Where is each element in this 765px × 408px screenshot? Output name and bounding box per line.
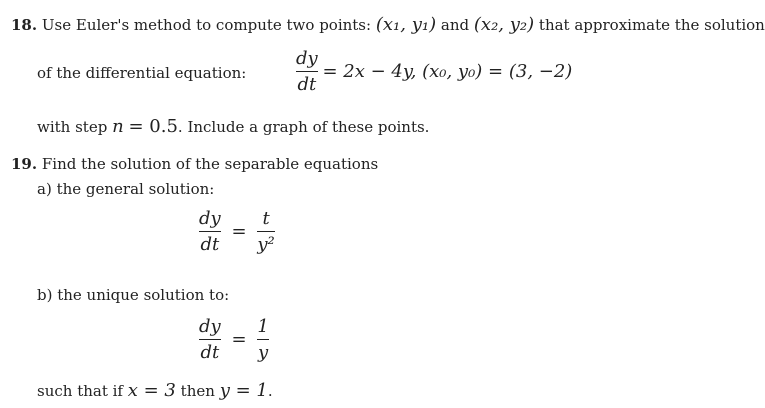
q18-point1: (x₁, y₁) xyxy=(375,14,437,35)
q18-step-line xyxy=(37,116,429,137)
q19a-rhs-denominator: y² xyxy=(257,234,275,255)
fraction-bar xyxy=(199,339,221,340)
q19-number: 19. xyxy=(11,155,38,173)
q19a-rhs-numerator: t xyxy=(262,208,270,229)
q19b-rhs-denominator: y xyxy=(258,342,269,363)
q19a-lhs-fraction xyxy=(199,208,221,255)
q18-line1 xyxy=(11,14,765,35)
q19-part-b-label: b) the unique solution to: xyxy=(37,286,230,304)
q19-condition-x: x = 3 xyxy=(127,380,176,401)
q18-step-value: = 0.5 xyxy=(128,116,178,137)
q18-step-tail: . Include a graph of these points. xyxy=(177,118,430,136)
q19-part-b-equation xyxy=(199,316,269,363)
q18-de-label: of the differential equation: xyxy=(37,64,247,82)
equals-sign: = xyxy=(231,221,247,242)
q19-title-line xyxy=(11,155,378,173)
q18-point2: (x₂, y₂) xyxy=(473,14,535,35)
fraction-bar xyxy=(257,231,274,232)
q18-derivative-fraction xyxy=(296,48,318,95)
q19-part-a-label: a) the general solution: xyxy=(37,180,215,198)
q19-condition-end: . xyxy=(267,382,273,400)
q19a-lhs-denominator: dt xyxy=(200,234,220,255)
q18-number: 18. xyxy=(11,16,38,34)
fraction-bar xyxy=(257,339,268,340)
q19a-lhs-numerator: dy xyxy=(199,208,221,229)
q18-fraction-denominator: dt xyxy=(297,74,317,95)
q19b-lhs-fraction xyxy=(199,316,221,363)
q19-title: Find the solution of the separable equations xyxy=(41,155,379,173)
q19b-rhs-numerator: 1 xyxy=(257,316,269,337)
q19-condition-text: such that if xyxy=(37,382,123,400)
q18-equation-rhs: = 2x − 4y, (x₀, y₀) = (3, −2) xyxy=(322,61,573,82)
q19a-rhs-fraction xyxy=(257,208,274,255)
q19-condition-then: then xyxy=(180,382,215,400)
fraction-bar xyxy=(199,231,221,232)
q19-part-a-equation xyxy=(199,208,275,255)
q18-step-text: with step xyxy=(37,118,108,136)
equals-sign: = xyxy=(231,329,247,350)
q19b-lhs-numerator: dy xyxy=(199,316,221,337)
q19b-rhs-fraction xyxy=(257,316,268,363)
q19-condition-line xyxy=(37,380,273,401)
q18-tail-text: that approximate the solution xyxy=(538,16,765,34)
q19b-lhs-denominator: dt xyxy=(200,342,220,363)
q18-intro-text: Use Euler's method to compute two points: xyxy=(41,16,372,34)
q19-condition-y: y = 1 xyxy=(219,380,268,401)
q18-fraction-numerator: dy xyxy=(296,48,318,69)
q18-and-text: and xyxy=(440,16,470,34)
q18-differential-equation xyxy=(296,48,572,95)
fraction-bar xyxy=(296,71,318,72)
q18-step-variable: n xyxy=(112,116,124,137)
